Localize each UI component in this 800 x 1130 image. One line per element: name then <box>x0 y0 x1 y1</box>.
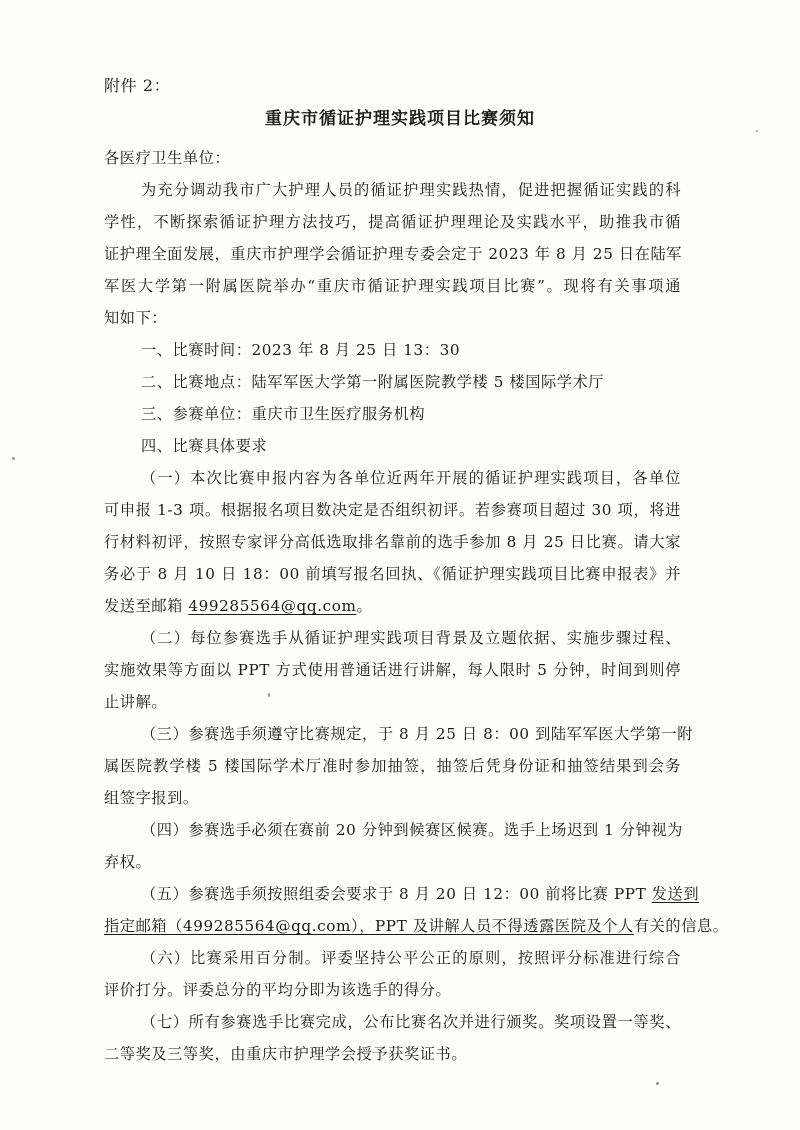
req7-line: 二等奖及三等奖，由重庆市护理学会授予获奖证书。 <box>104 1045 468 1063</box>
req5-line <box>104 916 729 936</box>
req3-line: 组签字报到。 <box>104 789 199 807</box>
scan-speck <box>268 693 270 697</box>
item-requirements-heading: 四、比赛具体要求 <box>141 437 268 455</box>
scan-speck <box>756 130 758 132</box>
intro-line: 军医大学第一附属医院举办“重庆市循证护理实践项目比赛”。现将有关事项通 <box>104 277 681 295</box>
req1-line: 可申报 1-3 项。根据报名项目数决定是否组织初评。若参赛项目超过 30 项，将进 <box>104 501 681 519</box>
req4-line: （四）参赛选手必须在赛前 20 分钟到候赛区候赛。选手上场迟到 1 分钟视为 <box>141 821 683 839</box>
req5-text: 有关的信息。 <box>633 917 729 935</box>
scan-speck <box>656 1082 659 1085</box>
req1-email-suffix: 。 <box>356 597 373 615</box>
req1-line <box>104 596 372 616</box>
document-title: 重庆市循证护理实践项目比赛须知 <box>265 109 535 129</box>
req4-line: 弃权。 <box>104 853 152 871</box>
scan-speck <box>12 457 15 460</box>
req1-line: （一）本次比赛申报内容为各单位近两年开展的循证护理实践项目，各单位 <box>141 469 681 487</box>
item-time: 一、比赛时间：2023 年 8 月 25 日 13：30 <box>141 341 461 359</box>
req5-text: （五）参赛选手须按照组委会要求于 8 月 20 日 12：00 前将比赛 PPT <box>141 885 652 903</box>
req3-line: （三）参赛选手须遵守比赛规定，于 8 月 25 日 8：00 到陆军军医大学第一附 <box>141 725 693 743</box>
req1-line: 行材料初评，按照专家评分高低选取排名靠前的选手参加 8 月 25 日比赛。请大家 <box>104 533 681 551</box>
req7-line: （七）所有参赛选手比赛完成，公布比赛名次并进行颁奖。奖项设置一等奖、 <box>141 1013 681 1031</box>
req2-line: 实施效果等方面以 PPT 方式使用普通话进行讲解，每人限时 5 分钟，时间到则停 <box>104 661 681 679</box>
item-participants: 三、参赛单位：重庆市卫生医疗服务机构 <box>141 405 426 423</box>
req5-underlined-text: 发送到 <box>651 885 700 903</box>
intro-line: 证护理全面发展，重庆市护理学会循证护理专委会定于 2023 年 8 月 25 日在陆军 <box>104 245 683 263</box>
req2-line: （二）每位参赛选手从循证护理实践项目背景及立题依据、实施步骤过程、 <box>141 629 681 647</box>
salutation: 各医疗卫生单位： <box>104 149 231 167</box>
req5-line <box>141 884 699 904</box>
req3-line: 属医院教学楼 5 楼国际学术厅准时参加抽签，抽签后凭身份证和抽签结果到会务 <box>104 757 681 775</box>
attachment-label: 附件 2： <box>104 76 171 95</box>
req5-underlined-text: 人员不得透露医院及个人 <box>460 917 634 935</box>
req2-line: 止讲解。 <box>104 693 168 711</box>
req6-line: 评价打分。评委总分的平均分即为该选手的得分。 <box>104 981 452 999</box>
intro-line: 为充分调动我市广大护理人员的循证护理实践热情，促进把握循证实践的科 <box>141 181 681 199</box>
req1-email-prefix: 发送至邮箱 <box>104 597 189 615</box>
req1-line: 务必于 8 月 10 日 18：00 前填写报名回执、《循证护理实践项目比赛申报表》并 <box>104 565 681 583</box>
req6-line: （六）比赛采用百分制。评委坚持公平公正的原则，按照评分标准进行综合 <box>141 949 681 967</box>
intro-line: 学性，不断探索循证护理方法技巧，提高循证护理理论及实践水平，助推我市循 <box>104 213 681 231</box>
intro-line: 知如下： <box>104 309 168 327</box>
req1-email-link[interactable]: 499285564@qq.com <box>188 597 357 615</box>
item-location: 二、比赛地点：陆军军医大学第一附属医院教学楼 5 楼国际学术厅 <box>141 373 605 391</box>
req5-underlined-text: 指定邮箱（499285564@qq.com），PPT 及讲解 <box>104 917 461 935</box>
